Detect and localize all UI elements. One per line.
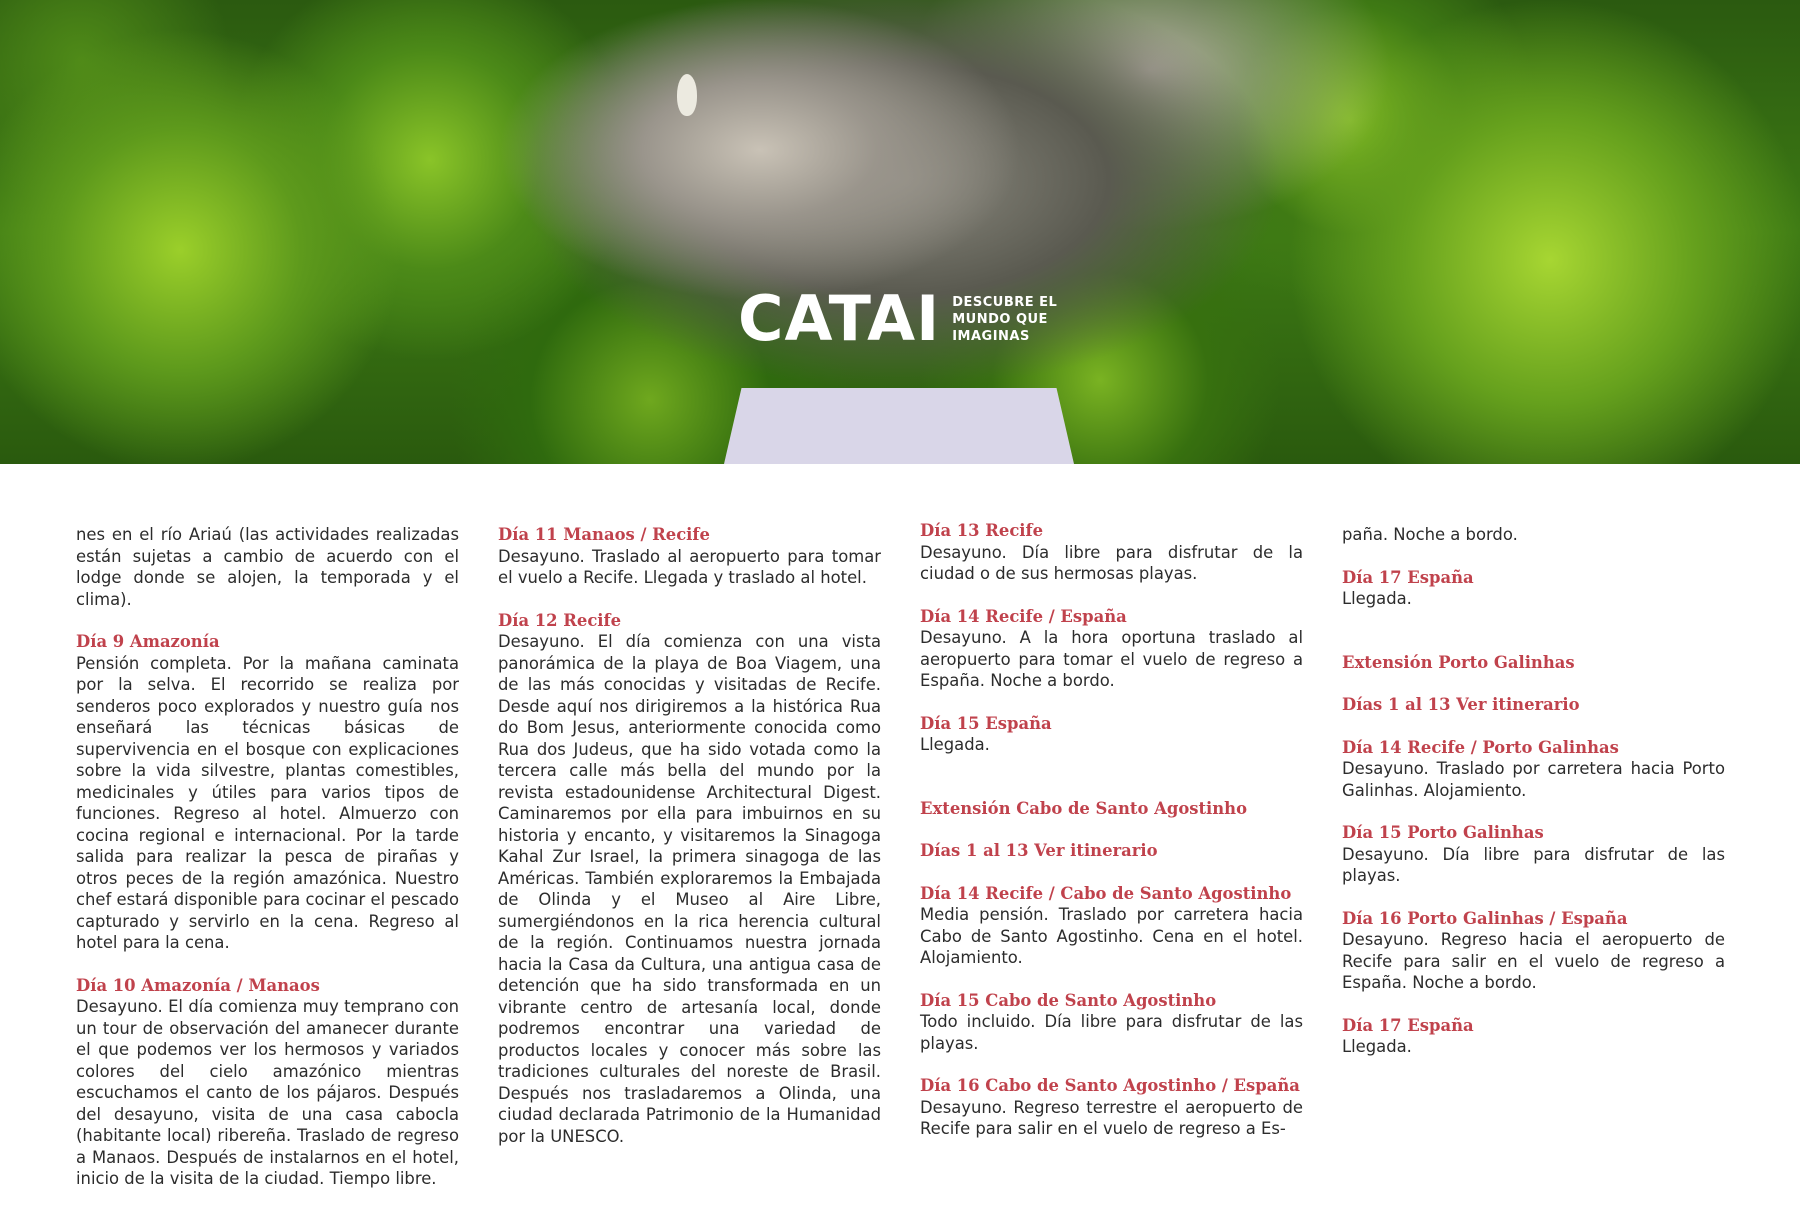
itinerary-column-3	[920, 520, 1303, 1161]
boat-in-river	[677, 74, 697, 116]
day-description: nes en el río Ariaú (las actividades realizadas están sujetas a cambio de acuerdo con el lodge donde se alojen, la temporada y el clima).	[76, 525, 459, 609]
day-title: Día 15 Cabo de Santo Agostinho	[920, 990, 1217, 1010]
day-description: Desayuno. Traslado por carretera hacia Porto Galinhas. Alojamiento.	[1342, 759, 1725, 800]
hero-forest-river-photo	[0, 0, 1800, 464]
day-entry	[76, 631, 459, 954]
day-description: Desayuno. Día libre para disfrutar de las playas.	[1342, 844, 1725, 885]
day-entry	[920, 883, 1303, 969]
day-title: Día 12 Recife	[498, 610, 622, 630]
day-description: Pensión completa. Por la mañana caminata por la selva. El recorrido se realiza por senderos poco explorados y nuestro guía nos enseñará las técnicas básicas de supervivencia en el bosque con explicaciones sobre la vida silvestre, plantas comestibles, medicinales y útiles para varios tipos de funciones. Regreso al hotel. Almuerzo con cocina regional e internacional. Por la tarde salida para realizar la pesca de pirañas y otros peces de la región amazónica. Nuestro chef estará disponible para cocinar el pescado capturado y servirlo en la cena. Regreso al hotel para la cena.	[76, 653, 459, 952]
day-description: Desayuno. A la hora oportuna traslado al aeropuerto para tomar el vuelo de regreso a España. Noche a bordo.	[920, 628, 1303, 690]
day-title: Día 14 Recife / Cabo de Santo Agostinho	[920, 883, 1292, 903]
section-heading: Extensión Cabo de Santo Agostinho	[920, 798, 1248, 818]
day-title: Día 17 España	[1342, 1015, 1474, 1035]
day-entry	[920, 520, 1303, 585]
day-entry	[920, 990, 1303, 1055]
day-title: Día 13 Recife	[920, 521, 1044, 540]
section-heading: Días 1 al 13 Ver itinerario	[920, 841, 1158, 860]
day-entry	[920, 713, 1303, 756]
day-title: Día 16 Cabo de Santo Agostinho / España	[920, 1076, 1300, 1095]
day-description: Desayuno. El día comienza con una vista panorámica de la playa de Boa Viagem, una de las más conocidas y visitadas de Recife. Desde aquí nos dirigiremos a la histórica Rua do Bom Jesus, anteriormente conocida como Rua dos Judeus, que ha sido votada como la tercera calle más bella del mundo por la revista estadounidense Architectural Digest. Caminaremos por ella para imbuirnos en su historia y encanto, y visitaremos la Sinagoga Kahal Zur Israel, la primera sinagoga de las Américas. También exploraremos la Embajada de Olinda y el Museo al Aire Libre, sumergiéndonos en la rica herencia cultural de la región. Continuamos nuestra jornada hacia la Casa da Cultura, una antigua casa de detención que ha sido transformada en un vibrante centro de artesanía local, donde podremos encontrar una variedad de productos locales y conocer más sobre las tradiciones culturales del noreste de Brasil. Después nos trasladaremos a Olinda, una ciudad declarada Patrimonio de la Humanidad por la UNESCO.	[498, 632, 881, 1146]
day-title: Día 9 Amazonía	[76, 632, 220, 651]
day-title: Día 10 Amazonía / Manaos	[76, 975, 320, 995]
day-description: Desayuno. Traslado al aeropuerto para tomar el vuelo a Recife. Llegada y traslado al hotel.	[498, 546, 881, 587]
day-title: Día 15 España	[920, 713, 1052, 733]
day-entry	[1342, 567, 1725, 610]
tagline-line: MUNDO QUE	[952, 311, 1048, 327]
day-entry	[1342, 1015, 1725, 1058]
day-entry	[920, 606, 1303, 692]
header-tab-shape	[724, 388, 1074, 464]
logo-tagline	[952, 294, 1057, 345]
day-title: Día 16 Porto Galinhas / España	[1342, 908, 1628, 928]
day-entry	[1342, 822, 1725, 887]
day-title: Día 11 Manaos / Recife	[498, 525, 710, 544]
day-title: Día 14 Recife / Porto Galinhas	[1342, 737, 1619, 757]
day-entry	[498, 610, 881, 1148]
day-entry	[920, 1075, 1303, 1140]
day-title: Día 14 Recife / España	[920, 606, 1127, 626]
section-heading: Extensión Porto Galinhas	[1342, 652, 1575, 672]
day-description: Llegada.	[920, 735, 990, 754]
section-spacer	[1342, 631, 1725, 652]
day-description: Desayuno. Regreso terrestre el aeropuerto de Recife para salir en el vuelo de regreso a Es-	[920, 1097, 1303, 1138]
day-description: Todo incluido. Día libre para disfrutar de las playas.	[920, 1012, 1303, 1053]
continued-text	[76, 524, 459, 610]
day-description: Desayuno. Día libre para disfrutar de la ciudad o de sus hermosas playas.	[920, 542, 1303, 583]
catai-logo	[738, 282, 1058, 355]
day-entry	[498, 524, 881, 589]
day-entry	[76, 975, 459, 1190]
section-heading: Días 1 al 13 Ver itinerario	[1342, 695, 1580, 714]
logo-wordmark: CATAI	[738, 282, 941, 355]
day-description: Desayuno. El día comienza muy temprano con un tour de observación del amanecer durante el que podemos ver los hermosos y variados colores del cielo amazónico mientras escuchamos el canto de los pájaros. Después del desayuno, visita de una casa cabocla (habitante local) ribereña. Traslado de regreso a Manaos. Después de instalarnos en el hotel, inicio de la visita de la ciudad. Tiempo libre.	[76, 997, 459, 1188]
tagline-line: IMAGINAS	[952, 328, 1030, 344]
day-title: Día 17 España	[1342, 567, 1474, 587]
day-entry	[1342, 737, 1725, 802]
itinerary-column-2	[498, 524, 881, 1168]
day-description: Llegada.	[1342, 1037, 1412, 1056]
day-description: Llegada.	[1342, 589, 1412, 608]
day-description: Desayuno. Regreso hacia el aeropuerto de Recife para salir en el vuelo de regreso a España. Noche a bordo.	[1342, 930, 1725, 992]
itinerary-column-1	[76, 524, 459, 1211]
itinerary-column-4	[1342, 524, 1725, 1079]
day-description: Media pensión. Traslado por carretera hacia Cabo de Santo Agostinho. Cena en el hotel. Alojamiento.	[920, 905, 1303, 967]
day-description: paña. Noche a bordo.	[1342, 525, 1518, 544]
day-entry	[1342, 908, 1725, 994]
continued-text	[1342, 524, 1725, 546]
section-spacer	[920, 777, 1303, 798]
tagline-line: DESCUBRE EL	[952, 294, 1058, 310]
day-title: Día 15 Porto Galinhas	[1342, 823, 1544, 842]
